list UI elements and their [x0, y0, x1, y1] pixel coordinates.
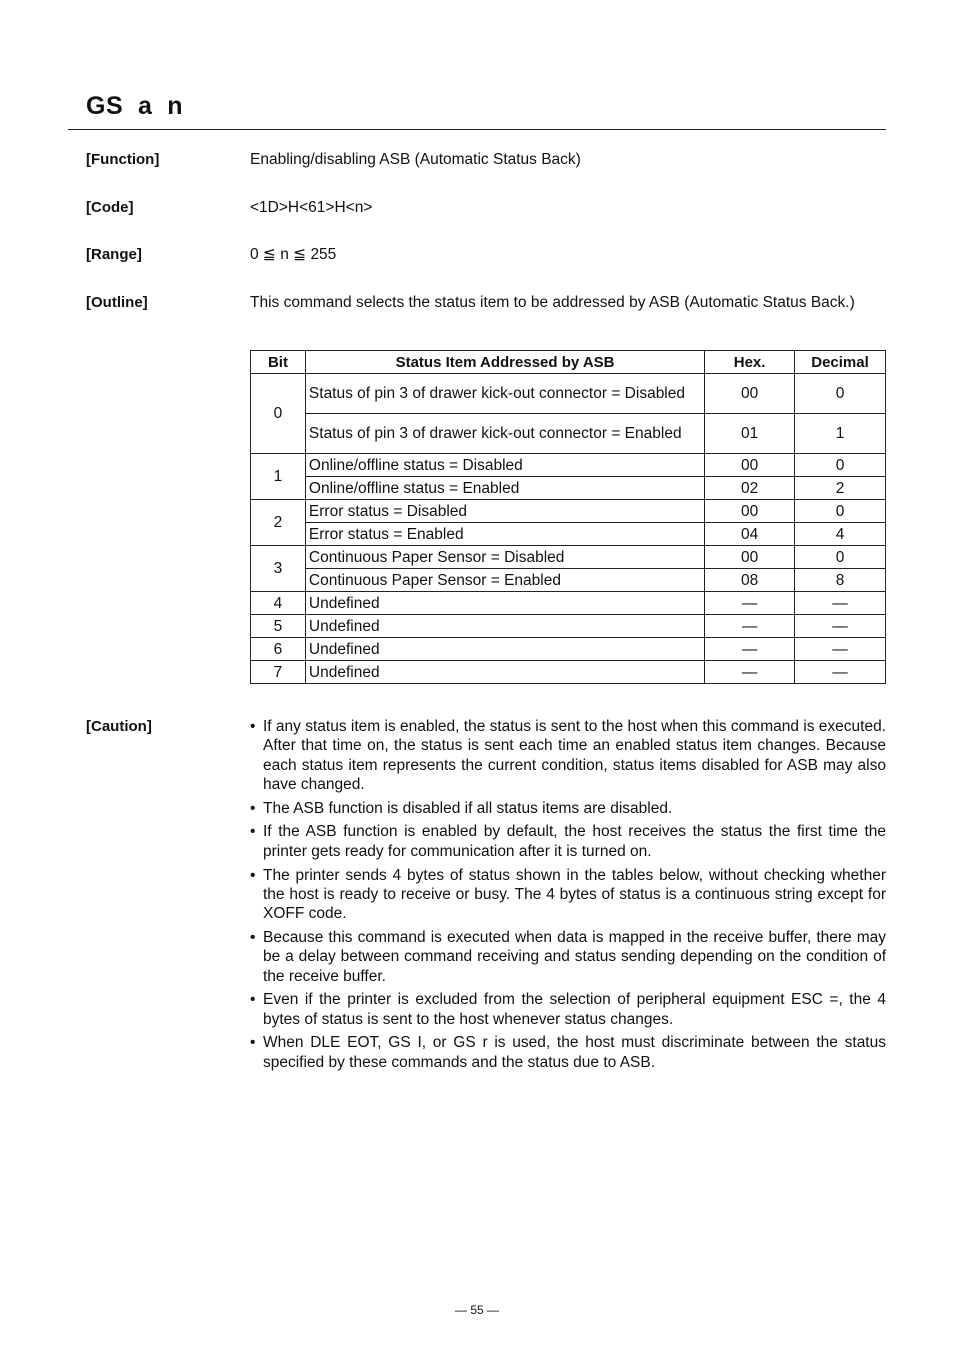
hex-cell: 00: [705, 500, 795, 523]
bit-cell: 5: [251, 615, 306, 638]
page-number: — 55 —: [454, 1303, 499, 1317]
table-row: [251, 615, 886, 638]
status-item-cell: Undefined: [305, 592, 704, 615]
table-row: [251, 374, 886, 414]
code-text: <1D>H<61>H<n>: [250, 199, 373, 216]
decimal-cell: 0: [795, 546, 886, 569]
caution-item: • Even if the printer is excluded from the selection of peripheral equipment ESC =, the 4 bytes of status is sent to the host whenever status changes.: [250, 990, 886, 1029]
table-header-row: [251, 351, 886, 374]
status-item-cell: Undefined: [305, 615, 704, 638]
table-row: [251, 638, 886, 661]
table-row: [251, 546, 886, 569]
title-divider: [68, 129, 886, 130]
table-row: [251, 523, 886, 546]
status-item-cell: Error status = Enabled: [305, 523, 704, 546]
bit-cell: 2: [251, 500, 306, 546]
decimal-cell: 0: [795, 454, 886, 477]
status-item-cell: Continuous Paper Sensor = Enabled: [305, 569, 704, 592]
decimal-cell: —: [795, 592, 886, 615]
status-item-cell: Undefined: [305, 661, 704, 684]
caution-label: [Caution]: [86, 718, 152, 735]
bit-cell: 1: [251, 454, 306, 500]
asb-status-table: [250, 350, 886, 684]
decimal-cell: 1: [795, 414, 886, 454]
header-status-item: Status Item Addressed by ASB: [305, 351, 704, 374]
hex-cell: —: [705, 615, 795, 638]
header-hex: Hex.: [705, 351, 795, 374]
table-row: [251, 454, 886, 477]
hex-cell: 02: [705, 477, 795, 500]
status-item-cell: Online/offline status = Disabled: [305, 454, 704, 477]
caution-item: • When DLE EOT, GS I, or GS r is used, the host must discriminate between the status specified by these commands and the status due to ASB.: [250, 1033, 886, 1072]
table-row: [251, 414, 886, 454]
hex-cell: 00: [705, 454, 795, 477]
hex-cell: 04: [705, 523, 795, 546]
caution-item: • If any status item is enabled, the status is sent to the host when this command is executed. After that time on, the status is sent each time an enabled status item changes. Because each status item represents the current condition, status items disabled for ASB may also have changed.: [250, 717, 886, 794]
table-row: [251, 661, 886, 684]
hex-cell: —: [705, 661, 795, 684]
table-row: [251, 592, 886, 615]
decimal-cell: 0: [795, 374, 886, 414]
table-row: [251, 569, 886, 592]
hex-cell: 08: [705, 569, 795, 592]
caution-list: [250, 717, 886, 1077]
bit-cell: 6: [251, 638, 306, 661]
outline-text: This command selects the status item to be addressed by ASB (Automatic Status Back.): [250, 294, 855, 311]
bit-cell: 0: [251, 374, 306, 454]
decimal-cell: —: [795, 615, 886, 638]
header-bit: Bit: [251, 351, 306, 374]
page-title: GS a n: [86, 92, 184, 120]
hex-cell: —: [705, 638, 795, 661]
table-row: [251, 500, 886, 523]
hex-cell: 00: [705, 374, 795, 414]
outline-label: [Outline]: [86, 294, 148, 311]
status-item-cell: Error status = Disabled: [305, 500, 704, 523]
range-text: 0 ≦ n ≦ 255: [250, 246, 337, 263]
status-item-cell: Status of pin 3 of drawer kick-out connector = Disabled: [305, 374, 704, 414]
function-text: Enabling/disabling ASB (Automatic Status Back): [250, 151, 581, 168]
range-label: [Range]: [86, 246, 142, 263]
code-label: [Code]: [86, 199, 134, 216]
function-label: [Function]: [86, 151, 160, 168]
hex-cell: 00: [705, 546, 795, 569]
status-item-cell: Undefined: [305, 638, 704, 661]
decimal-cell: 8: [795, 569, 886, 592]
decimal-cell: —: [795, 661, 886, 684]
decimal-cell: —: [795, 638, 886, 661]
caution-item: • If the ASB function is enabled by default, the host receives the status the first time the printer gets ready for communication after it is turned on.: [250, 822, 886, 861]
table-row: [251, 477, 886, 500]
hex-cell: 01: [705, 414, 795, 454]
status-item-cell: Online/offline status = Enabled: [305, 477, 704, 500]
caution-item: • The printer sends 4 bytes of status shown in the tables below, without checking whether the host is ready to receive or busy. The 4 bytes of status is a continuous string except for XOFF code.: [250, 866, 886, 924]
caution-item: • Because this command is executed when data is mapped in the receive buffer, there may be a delay between command receiving and status sending depending on the condition of the receive buffer.: [250, 928, 886, 986]
bit-cell: 7: [251, 661, 306, 684]
decimal-cell: 2: [795, 477, 886, 500]
bit-cell: 4: [251, 592, 306, 615]
bit-cell: 3: [251, 546, 306, 592]
decimal-cell: 0: [795, 500, 886, 523]
header-decimal: Decimal: [795, 351, 886, 374]
caution-item: • The ASB function is disabled if all status items are disabled.: [250, 799, 886, 818]
hex-cell: —: [705, 592, 795, 615]
status-item-cell: Status of pin 3 of drawer kick-out connector = Enabled: [305, 414, 704, 454]
status-item-cell: Continuous Paper Sensor = Disabled: [305, 546, 704, 569]
decimal-cell: 4: [795, 523, 886, 546]
